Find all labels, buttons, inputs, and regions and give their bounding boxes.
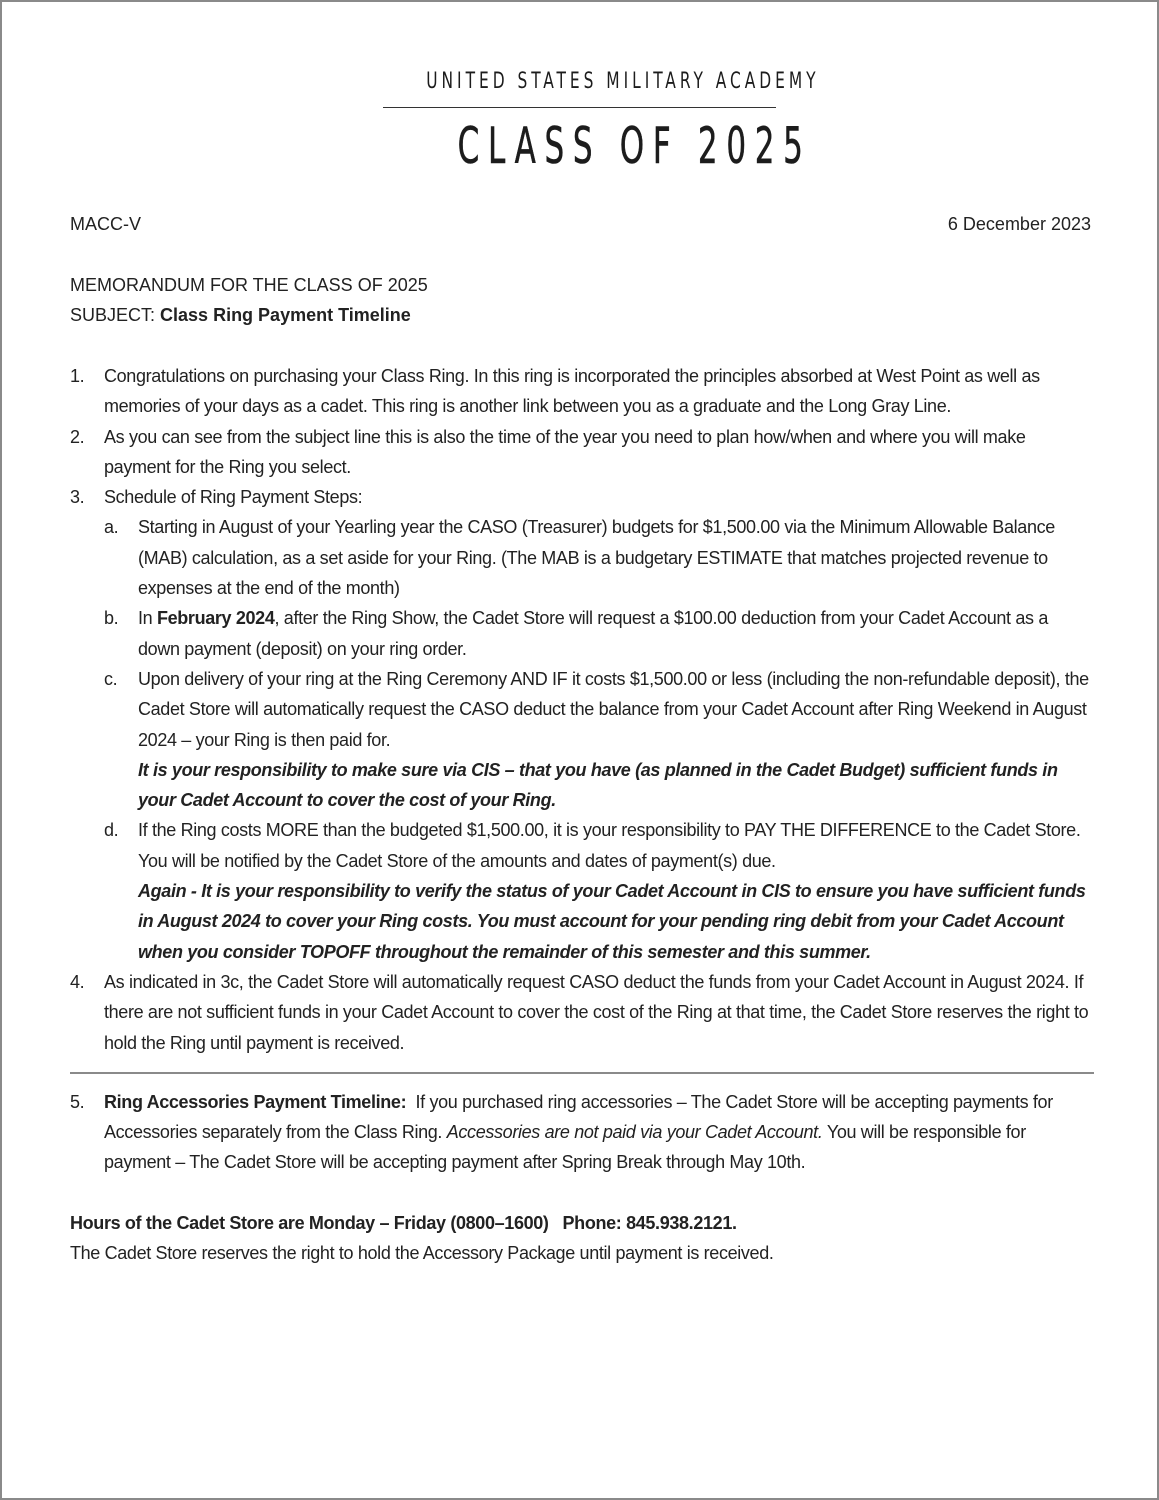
- paragraph-number: 4.: [70, 971, 85, 992]
- subparagraph-text: If the Ring costs MORE than the budgeted $1,500.00, it is your responsibility to PAY THE DIFFERENCE to the Cadet Store. You will be notified by the Cadet Store of the amounts and dates of payment(s) due.: [138, 820, 1081, 871]
- subparagraph-bold-date: February 2024: [156, 608, 275, 629]
- paragraph-5: [70, 1087, 1094, 1178]
- paragraph-3: [70, 482, 1094, 967]
- subparagraph-d: [104, 815, 1094, 966]
- subparagraph-c: [104, 664, 1094, 815]
- subject-line: [70, 300, 411, 330]
- subparagraph-b: [104, 603, 1094, 664]
- paragraph-text: As you can see from the subject line this is also the time of the year you need to plan how/when and where you will make payment for the Ring you select.: [104, 426, 1026, 477]
- subparagraph-a: [104, 512, 1094, 603]
- paragraph-number: 3.: [70, 487, 85, 508]
- store-hours-phone: Hours of the Cadet Store are Monday – Friday (0800–1600) Phone: 845.938.2121.: [70, 1212, 737, 1233]
- paragraph-number: 2.: [70, 426, 85, 447]
- memo-for-line: MEMORANDUM FOR THE CLASS OF 2025: [70, 275, 428, 295]
- subparagraph-letter: b.: [104, 608, 119, 629]
- accessories-note: Accessories are not paid via your Cadet Account.: [446, 1122, 823, 1143]
- paragraph-number: 5.: [70, 1091, 85, 1112]
- accessories-heading: Ring Accessories Payment Timeline:: [104, 1091, 407, 1112]
- responsibility-notice: It is your responsibility to make sure via CIS – that you have (as planned in the Cadet Budget) sufficient funds in your Cadet Account to cover the cost of your Ring.: [138, 759, 1058, 811]
- subject-label: SUBJECT:: [70, 305, 161, 325]
- subparagraph-text: Upon delivery of your ring at the Ring Ceremony AND IF it costs $1,500.00 or less (including the non-refundable deposit), the Cadet Store will automatically request the CASO deduct the balance from your Cadet Account after Ring Weekend in August 2024 – your Ring is then paid for.: [138, 668, 1089, 750]
- office-symbol: MACC-V: [70, 214, 141, 234]
- subparagraph-letter: c.: [104, 668, 118, 689]
- paragraph-text: Congratulations on purchasing your Class Ring. In this ring is incorporated the principles absorbed at West Point as well as memories of your days as a cadet. This ring is another link between you as a graduate and the Long Gray Line.: [104, 366, 1040, 417]
- paragraph-1: [70, 361, 1094, 422]
- subparagraph-letter: d.: [104, 820, 119, 841]
- organization-name: UNITED STATES MILITARY ACADEMY: [426, 69, 820, 94]
- class-title: CLASS OF 2025: [457, 117, 812, 175]
- memo-body: [70, 361, 1094, 1268]
- paragraph-4: [70, 967, 1094, 1058]
- paragraph-text-1: If you purchased ring accessories – The Cadet Store will be accepting payments for Accessories separately from the Class Ring.: [104, 1091, 1057, 1143]
- store-info: [70, 1208, 1094, 1269]
- paragraph-text: Schedule of Ring Payment Steps:: [104, 487, 363, 508]
- paragraph-2: [70, 422, 1094, 483]
- subparagraph-text-pre: In: [138, 608, 157, 629]
- subparagraph-text-post: , after the Ring Show, the Cadet Store will request a $100.00 deduction from your Cadet Account as a down payment (deposit) on your ring order.: [138, 608, 1048, 659]
- accessory-hold-note: The Cadet Store reserves the right to hold the Accessory Package until payment is received.: [70, 1243, 774, 1264]
- subject-text: Class Ring Payment Timeline: [160, 305, 411, 325]
- paragraph-text-2: You will be responsible for payment – The Cadet Store will be accepting payment after Spring Break through May 10th.: [104, 1122, 1026, 1173]
- subparagraph-text: Starting in August of your Yearling year the CASO (Treasurer) budgets for $1,500.00 via the Minimum Allowable Balance (MAB) calculation, as a set aside for your Ring. (The MAB is a budgetary ESTIMATE that matches projected revenue to expenses at the end of the month): [138, 517, 1055, 599]
- responsibility-notice: Again - It is your responsibility to verify the status of your Cadet Account in CIS to ensure you have sufficient funds in August 2024 to cover your Ring costs. You must account for your pending ring debit from your Cadet Account when you consider TOPOFF throughout the remainder of this semester and this summer.: [138, 881, 1086, 962]
- memo-date: 6 December 2023: [947, 214, 1091, 234]
- section-divider: [70, 1072, 1094, 1074]
- paragraph-number: 1.: [70, 366, 85, 386]
- masthead-rule: [383, 107, 776, 108]
- subparagraph-letter: a.: [104, 517, 119, 538]
- paragraph-text: As indicated in 3c, the Cadet Store will automatically request CASO deduct the funds from your Cadet Account in August 2024. If there are not sufficient funds in your Cadet Account to cover the cost of the Ring at that time, the Cadet Store reserves the right to hold the Ring until payment is received.: [104, 971, 1089, 1053]
- masthead: [383, 66, 820, 176]
